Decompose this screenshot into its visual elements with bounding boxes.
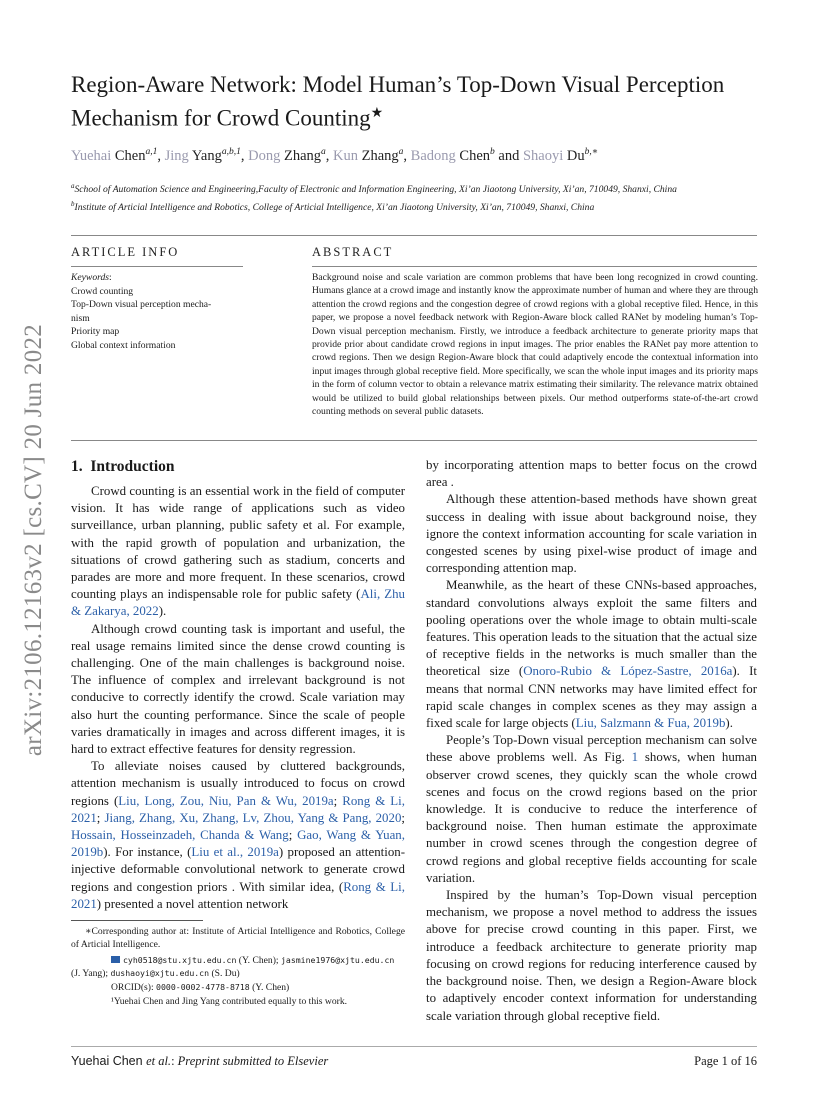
affiliation-a-text: School of Automation Science and Engineering,Faculty of Electronic and Information Engineering, Xi’an Jiaotong University, Xi’an, 710049, Shanxi, China (74, 184, 677, 196)
author-name: Shaoyi $Du^{b,∗}$ (522, 147, 599, 164)
right-paragraph-3: People’s Top-Down visual perception mechanism can solve these above problems well. As Fig. 1 shows, when human observer crowd scenes, they quickly scan the whole crowd scenes and focus on the crowd regions based on the prior knowledge. It is conducive to reduce the interference of background noise. Then human estimate the approximate number in crowd scenes through the congestion degree of crowd regions and global receptive fields accounting for scale variation. (426, 733, 757, 885)
arxiv-stamp-text: arXiv:2106.12163v2 [cs.CV] 20 Jun 2022 (20, 323, 47, 757)
author-name: Kun Zhang$^a$ (333, 147, 404, 164)
author-name: Badong Chen$^b$ (410, 147, 495, 164)
email-chen[interactable]: cyh0518@stu.xjtu.edu.cn (123, 955, 237, 965)
author-name: Jing Yang$^{a,b,1}$ (164, 147, 241, 164)
orcid-id[interactable]: 0000-0002-4778-8718 (156, 982, 250, 992)
affiliation-b-text: Institute of Articial Intelligence and Robotics, College of Articial Intelligence, Xi’an Jiaotong University, Xi’an, 710049, Shanxi, China (74, 201, 595, 213)
footnote-corresponding: ∗Corresponding author at: Institute of Articial Intelligence and Robotics, College of Articial Intelligence. (71, 926, 405, 950)
footer-rule (71, 1046, 757, 1047)
intro-paragraph-1: Crowd counting is an essential work in the field of computer vision. It has wide range of applications such as video surveillance, urban planning, public safety et al. For example, with the rapid growth of population and urbanization, the situations of crowd gathering such as stadium, concerts and parades are more and more frequent. In these scenarios, crowd counting plays an indispensable role for public safety (Ali, Zhu & Zakarya, 2022). (71, 484, 405, 619)
affiliation-a (71, 180, 771, 197)
keywords-label-text: Keywords (71, 272, 110, 283)
paper-title (71, 70, 771, 133)
footer-left: Yuehai Chen et al.: Preprint submitted to Elsevier (71, 1054, 329, 1068)
right-paragraph-2: Meanwhile, as the heart of these CNNs-based approaches, standard convolutions always exploit the same filters and pooling operations over the whole image to obtain multi-scale features. This operation leads to the situation that the actual size of receptive fields in the networks is much smaller than the theoretical size (Onoro-Rubio & López-Sastre, 2016a). It means that normal CNN networks may have limited effect for rapid scale changes in complex scenes as they may assign a fixed scale for large objects (Liu, Salzmann & Fua, 2019b). (426, 578, 757, 731)
arxiv-stamp (4, 240, 64, 840)
abstract-bottom-rule (71, 440, 757, 441)
citation-link[interactable]: Liu, Salzmann & Fua, 2019b (575, 716, 726, 731)
citation-link[interactable]: Ali, Zhu & Zakarya, 2022 (71, 587, 405, 619)
citation-link[interactable]: Rong & Li, 2021 (71, 879, 405, 911)
keyword-item: Priority map (71, 326, 120, 337)
envelope-icon (111, 956, 120, 963)
keyword-item: Crowd counting (71, 285, 134, 297)
section-heading (71, 458, 175, 476)
keyword-item: nism (71, 312, 90, 324)
affiliation-b-marker: b (71, 199, 75, 208)
keyword-item: Global context information (71, 339, 176, 351)
author-name: Dong Zhang$^a$ (248, 147, 326, 164)
citation-link[interactable]: Onoro-Rubio & López-Sastre, 2016a (523, 664, 733, 679)
email-du[interactable]: dushaoyi@xjtu.edu.cn (110, 968, 210, 978)
affiliation-a-marker: a (71, 182, 75, 190)
footnote-emails: cyh0518@stu.xjtu.edu.cn (Y. Chen); jasmine1976@xjtu.edu.cn (J. Yang); dushaoyi@xjtu.edu.cn (S. Du) (71, 955, 395, 979)
citation-link[interactable]: Jiang, Zhang, Xu, Zhang, Lv, Zhou, Yang & Pang, 2020 (104, 810, 402, 825)
author-name: Yuehai Chen$^{a,1}$ (71, 147, 158, 164)
affiliations (71, 180, 771, 214)
article-info-heading: ARTICLE INFO (71, 245, 180, 259)
header-rule (71, 235, 757, 236)
footnotes (71, 925, 405, 1008)
footnote-rule (71, 920, 203, 921)
title-star: ★ (370, 106, 384, 121)
page-number: Page 1 of 16 (694, 1054, 757, 1068)
citation-link[interactable]: Hossain, Hosseinzadeh, Chanda & Wang (71, 828, 289, 843)
left-column (71, 483, 405, 913)
paper-title-text: Region-Aware Network: Model Human’s Top-Down Visual Perception Mechanism for Crowd Counting (71, 72, 725, 131)
section-number: 1. (71, 458, 83, 475)
keywords-label: Keywords: (71, 272, 112, 283)
keyword-list (71, 285, 251, 353)
affiliation-b (71, 198, 771, 215)
abstract-heading: ABSTRACT (312, 245, 394, 259)
keyword-item: Top-Down visual perception mecha- (71, 299, 212, 310)
right-paragraph-0: by incorporating attention maps to better focus on the crowd area . (426, 458, 757, 490)
citation-link[interactable]: Gao, Wang & Yuan, 2019b (71, 828, 405, 860)
right-paragraph-4: Inspired by the human’s Top-Down visual perception mechanism, we propose a novel method to address the issues above for precise crowd counting in this paper. First, we introduce a feedback architecture to generate priority map focusing on crowd regions for reducing interference caused by the background noise. Then, we design a Region-Aware block to adaptively encoder context information for understanding scale variation through global receptive field. (426, 888, 757, 1023)
citation-link[interactable]: Rong & Li, 2021 (71, 793, 405, 825)
right-paragraph-1: Although these attention-based methods have shown great success in dealing with issue about background noise, they ignore the context information accounting for scale variation in congested scenes by using pixel-wise product of image and corresponding attention map. (426, 492, 757, 576)
citation-link[interactable]: Liu et al., 2019a (191, 845, 279, 860)
right-column (426, 457, 757, 1025)
footnote-orcid: ORCID(s): 0000-0002-4778-8718 (Y. Chen) (111, 982, 290, 993)
article-info-rule (71, 266, 243, 267)
citation-link[interactable]: Liu, Long, Zou, Niu, Pan & Wu, 2019a (118, 793, 334, 808)
section-title: Introduction (90, 458, 175, 475)
keywords-block (71, 271, 251, 352)
footnote-equal: ¹Yuehai Chen and Jing Yang contributed equally to this work. (111, 996, 348, 1007)
email-yang[interactable]: jasmine1976@xjtu.edu.cn (280, 955, 395, 965)
intro-paragraph-2: Although crowd counting task is important and useful, the real usage remains limited since the dense crowd counting is challenging. One of the main challenges is background noise. The influence of complex and irrelevant background is not conducive to correctly identify the crowd. Scale variation may also hurt the counting performance. Since the scale of people varies dramatically in images and across different images, it is hard to extract effective features for density regression. (71, 621, 405, 757)
abstract-rule (312, 266, 757, 267)
figure-link[interactable]: 1 (631, 750, 639, 765)
abstract-text: Background noise and scale variation are common problems that have been long recognized in crowd counting. Humans glance at a crowd image and instantly know the approximate number of human and where they are through attention the crowd regions and the congestion degree of crowd regions with a global receptive filed. Hence, in this paper, we propose a novel feedback network with Region-Aware block called RANet by modeling human’s Top-Down visual perception mechanism. Firstly, we introduce a feedback architecture to generate priority maps that provide prior about candidate crowd regions in input images. The prior enables the RANet pay more attention to crowd regions. Then we design Region-Aware block that could adaptively encode the contextual information into input images through global receptive field. More specifically, we scan the whole input images and its priority maps in the form of column vector to obtain a relevance matrix estimating their similarity. The relevance matrix obtained would be utilized to build global relationships between pixels. Our method outperforms state-of-the-art crowd counting methods on several public datasets. (312, 272, 758, 418)
author-list: Yuehai Chen$^{a,1}$, Jing Yang$^{a,b,1}$, Dong Zhang$^a$, Kun Zhang$^a$, Badong Chen$^b$ and Shaoyi $Du^{b,∗}$ (71, 147, 599, 164)
intro-paragraph-3: To alleviate noises caused by cluttered backgrounds, attention mechanism is usually introduced to focus on crowd regions (Liu, Long, Zou, Niu, Pan & Wu, 2019a; Rong & Li, 2021; Jiang, Zhang, Xu, Zhang, Lv, Zhou, Yang & Pang, 2020; Hossain, Hosseinzadeh, Chanda & Wang; Gao, Wang & Yuan, 2019b). For instance, (Liu et al., 2019a) proposed an attention-injective deformable convolutional network to generate crowd regions and congestion priors . With similar idea, (Rong & Li, 2021) presented a novel attention network (71, 759, 406, 911)
